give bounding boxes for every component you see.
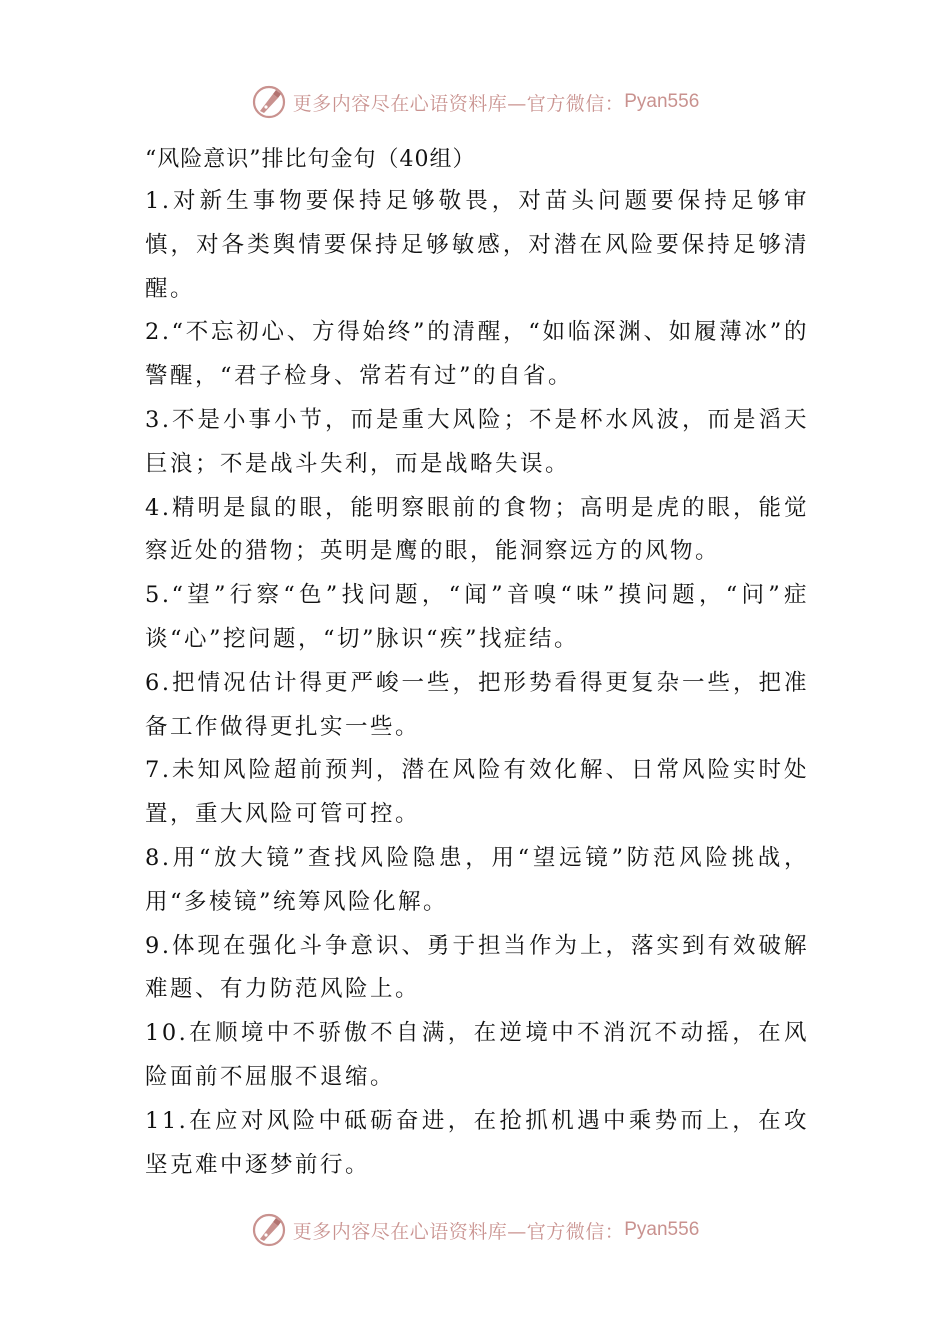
document-title: “风险意识”排比句金句（40组） — [145, 147, 476, 172]
list-item: 2.“不忘初心、方得始终”的清醒，“如临深渊、如履薄冰”的警醒，“君子检身、常若有过”的自省。 — [145, 319, 809, 390]
list-item: 7.未知风险超前预判，潜在风险有效化解、日常风险实时处置，重大风险可管可控。 — [145, 757, 809, 828]
list-item: 8.用“放大镜”查找风险隐患，用“望远镜”防范风险挑战，用“多棱镜”统筹风险化解。 — [145, 844, 809, 915]
banner-wechat-id: Pyan556 — [624, 91, 700, 112]
banner-text: 更多内容尽在心语资料库—官方微信： — [292, 1220, 625, 1243]
document-body — [145, 140, 809, 1187]
list-item: 1.对新生事物要保持足够敬畏，对苗头问题要保持足够审慎，对各类舆情要保持足够敏感，对潜在风险要保持足够清醒。 — [145, 188, 809, 302]
banner-wechat-id: Pyan556 — [624, 1219, 700, 1240]
list-item: 9.体现在强化斗争意识、勇于担当作为上，落实到有效破解难题、有力防范风险上。 — [145, 932, 809, 1003]
list-item: 5.“望”行察“色”找问题，“闻”音嗅“味”摸问题，“问”症谈“心”挖问题，“切”脉识“疾”找症结。 — [145, 582, 809, 652]
header-watermark-banner — [0, 80, 950, 124]
banner-text: 更多内容尽在心语资料库—官方微信： — [292, 92, 625, 115]
list-item: 6.把情况估计得更严峻一些，把形势看得更复杂一些，把准备工作做得更扎实一些。 — [145, 669, 809, 740]
list-item: 10.在顺境中不骄傲不自满，在逆境中不消沉不动摇，在风险面前不屈服不退缩。 — [145, 1020, 809, 1090]
list-item: 3.不是小事小节，而是重大风险；不是杯水风波，而是滔天巨浪；不是战斗失利，而是战略失误。 — [145, 406, 809, 477]
list-item: 11.在应对风险中砥砺奋进，在抢抓机遇中乘势而上，在攻坚克难中逐梦前行。 — [145, 1107, 809, 1178]
list-item: 4.精明是鼠的眼，能明察眼前的食物；高明是虎的眼，能觉察近处的猎物；英明是鹰的眼，能洞察远方的风物。 — [145, 494, 809, 565]
pen-nib-icon — [251, 84, 287, 120]
pen-nib-icon — [251, 1212, 287, 1248]
footer-watermark-banner — [0, 1208, 950, 1252]
